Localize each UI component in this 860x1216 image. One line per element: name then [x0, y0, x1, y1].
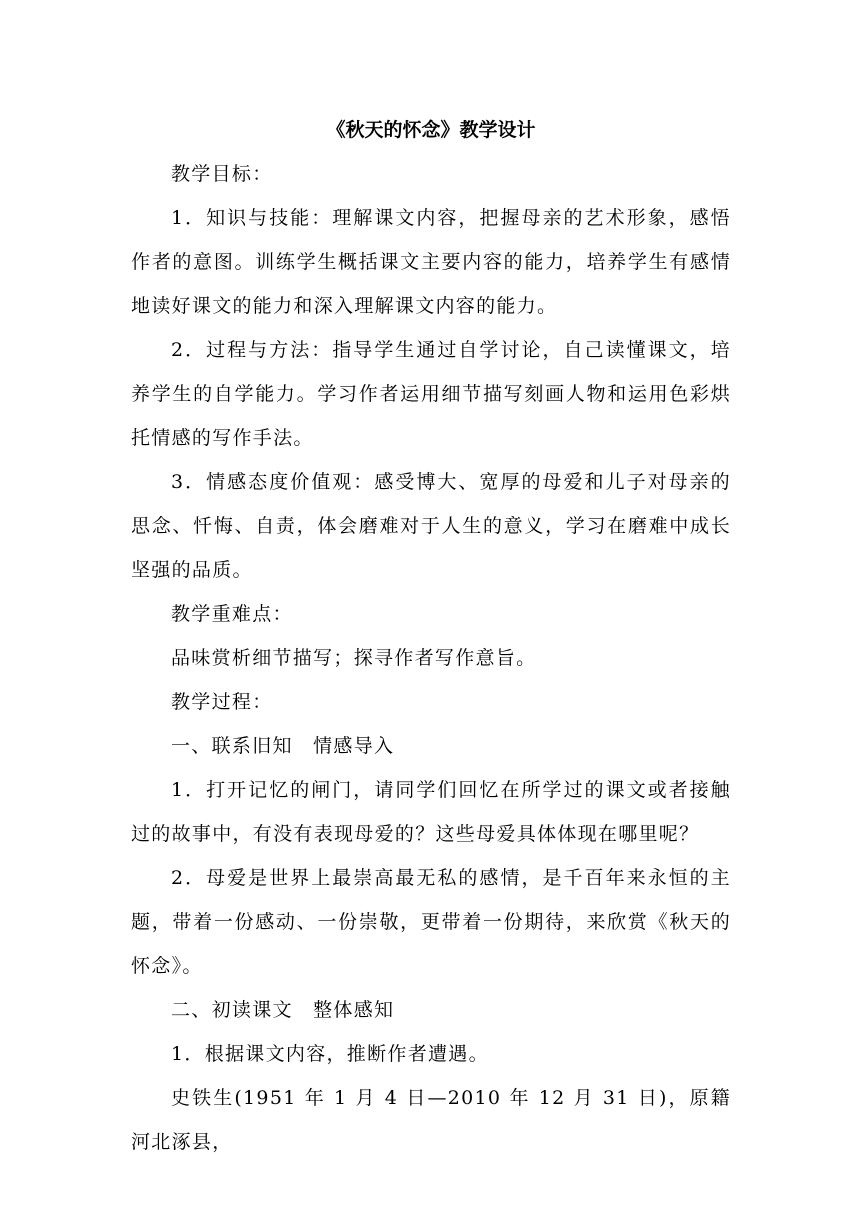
paragraph-section1-item2: 2．母爱是世界上最崇高最无私的感情，是千百年来永恒的主题，带着一份感动、一份崇敬，更带着一份期待，来欣赏《秋天的怀念》。	[131, 867, 731, 977]
paragraph-goal-knowledge: 1．知识与技能：理解课文内容，把握母亲的艺术形象，感悟作者的意图。训练学生概括课文主要内容的能力，培养学生有感情地读好课文的能力和深入理解课文内容的能力。	[131, 207, 731, 317]
document-title: 《秋天的怀念》教学设计	[326, 119, 536, 141]
section-heading-2: 二、初读课文 整体感知	[171, 999, 395, 1021]
paragraph-section1-item1: 1．打开记忆的闸门，请同学们回忆在所学过的课文或者接触过的故事中，有没有表现母爱的？这些母爱具体体现在哪里呢？	[131, 779, 731, 845]
heading-teaching-process: 教学过程：	[171, 691, 273, 713]
document-body	[131, 108, 731, 1164]
paragraph-author-bio: 史铁生(1951 年 1 月 4 日—2010 年 12 月 31 日)，原籍河北涿县，	[131, 1087, 731, 1153]
paragraph-goal-process: 2．过程与方法：指导学生通过自学讨论，自己读懂课文，培养学生的自学能力。学习作者运用细节描写刻画人物和运用色彩烘托情感的写作手法。	[131, 339, 731, 449]
heading-key-points: 教学重难点：	[171, 603, 293, 625]
paragraph-key-points: 品味赏析细节描写；探寻作者写作意旨。	[171, 647, 537, 669]
heading-teaching-goals: 教学目标：	[171, 163, 273, 185]
paragraph-goal-emotion: 3．情感态度价值观：感受博大、宽厚的母爱和儿子对母亲的思念、忏悔、自责，体会磨难对于人生的意义，学习在磨难中成长坚强的品质。	[131, 471, 731, 581]
paragraph-section2-item1: 1．根据课文内容，推断作者遭遇。	[171, 1043, 489, 1065]
section-heading-1: 一、联系旧知 情感导入	[171, 735, 395, 757]
